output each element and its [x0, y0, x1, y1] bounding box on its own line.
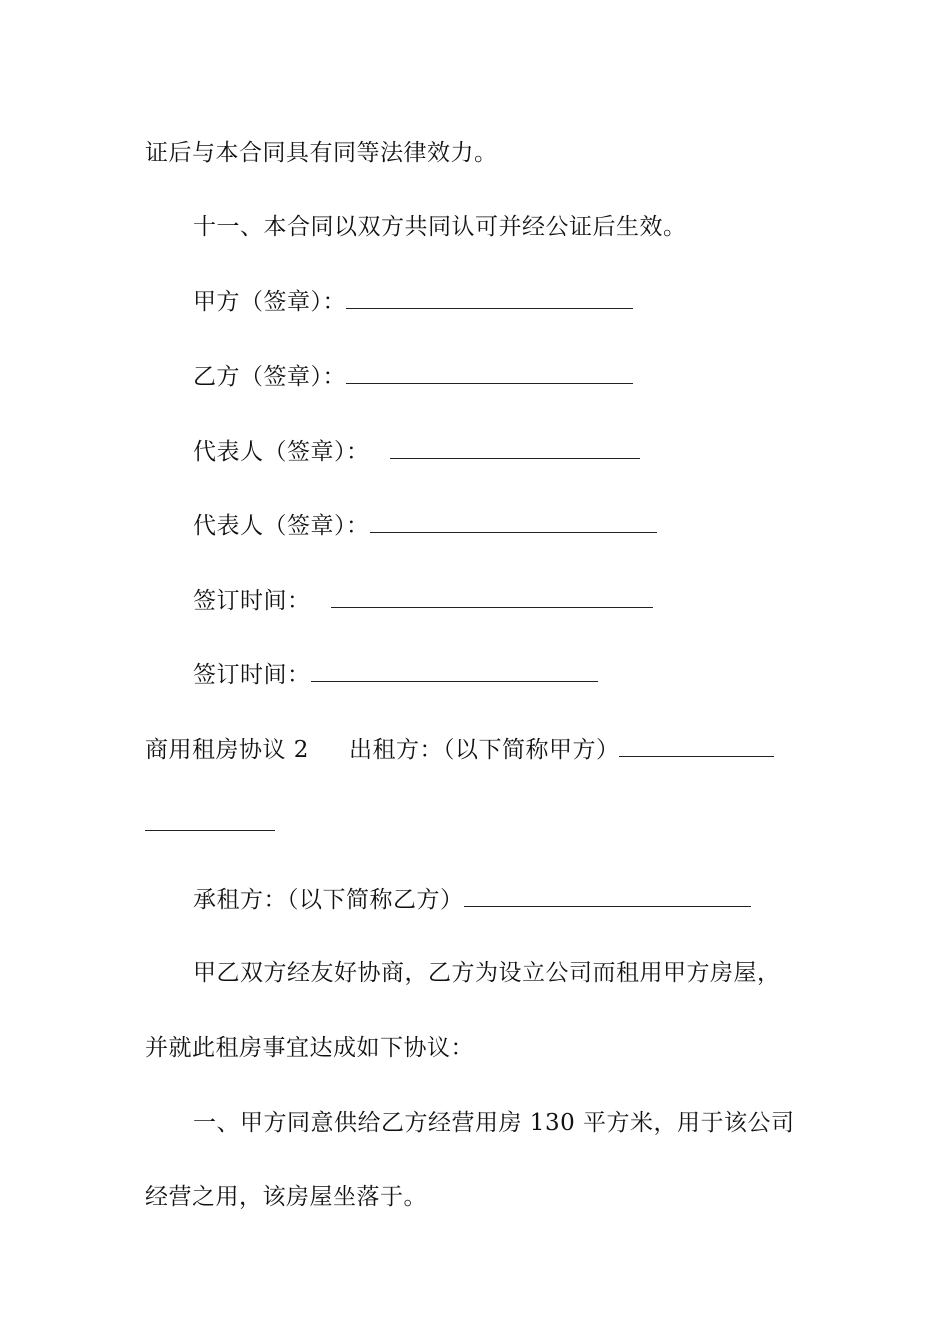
agreement-heading-line: [145, 734, 774, 765]
lessor-blank[interactable]: [145, 808, 275, 831]
label: 代表人（签章）：: [193, 513, 370, 539]
text: 证后与本合同具有同等法律效力。: [145, 140, 498, 166]
lessor-blank[interactable]: [619, 734, 774, 757]
text: 甲乙双方经友好协商，乙方为设立公司而租用甲方房屋，: [193, 960, 781, 986]
lessee-label: 承租方：（以下简称乙方）: [193, 887, 464, 913]
signature-party-a: [193, 286, 633, 317]
lessor-blank-continued: [145, 808, 275, 839]
lessee-line: [193, 884, 751, 915]
signature-party-b: [193, 361, 633, 392]
signature-blank[interactable]: [390, 436, 640, 459]
signature-representative-1: [193, 436, 640, 467]
agreement-title: 商用租房协议 2: [145, 737, 309, 763]
label: 乙方（签章）：: [193, 364, 346, 390]
label: 签订时间：: [193, 662, 311, 688]
label: 甲方（签章）：: [193, 289, 346, 315]
clause-eleven: [193, 212, 687, 242]
text: 一、甲方同意供给乙方经营用房 130 平方米，用于该公司: [193, 1110, 795, 1136]
signature-blank[interactable]: [346, 361, 633, 384]
signing-date-2: [193, 659, 598, 690]
lessee-blank[interactable]: [464, 884, 751, 907]
text: 并就此租房事宜达成如下协议：: [145, 1035, 474, 1061]
paragraph-line: [193, 958, 781, 988]
signature-blank[interactable]: [370, 510, 657, 533]
label: 代表人（签章）：: [193, 439, 370, 465]
clause-one: [193, 1108, 795, 1138]
signature-blank[interactable]: [346, 286, 633, 309]
lessor-label: 出租方：（以下简称甲方）: [348, 737, 620, 763]
date-blank[interactable]: [331, 585, 653, 608]
paragraph-line: [145, 138, 498, 168]
date-blank[interactable]: [311, 659, 598, 682]
paragraph-line: [145, 1033, 474, 1063]
label: 签订时间：: [193, 588, 311, 614]
paragraph-line: [145, 1182, 427, 1212]
signature-representative-2: [193, 510, 657, 541]
text: 经营之用，该房屋坐落于。: [145, 1184, 427, 1210]
signing-date-1: [193, 585, 653, 616]
text: 十一、本合同以双方共同认可并经公证后生效。: [193, 214, 687, 240]
